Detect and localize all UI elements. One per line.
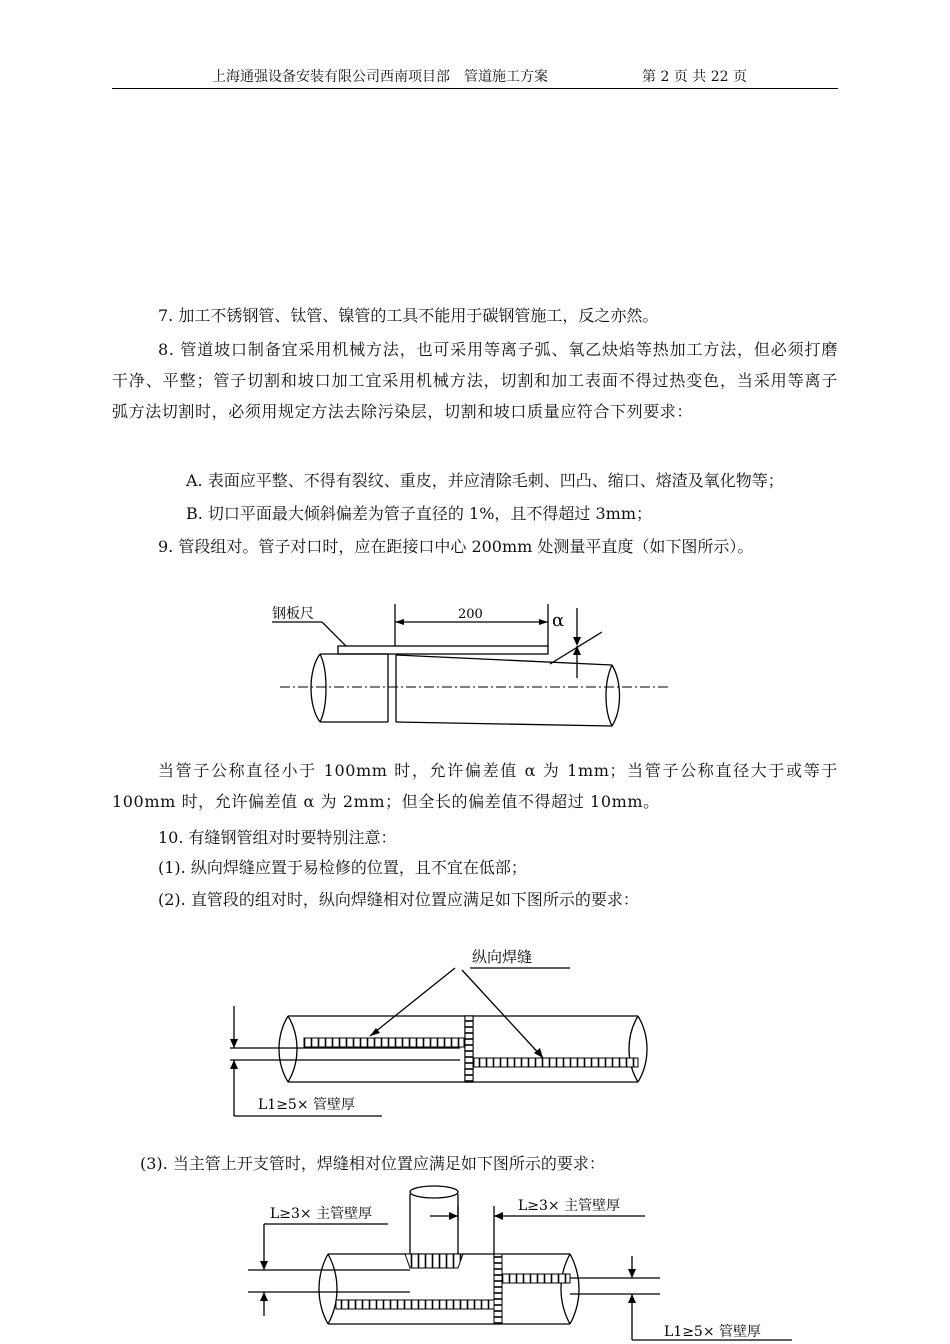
header-page-info: 第 2 页 共 22 页 — [642, 69, 747, 85]
item-10-2: (2). 直管段的组对时，纵向焊缝相对位置应满足如下图所示的要求： — [158, 890, 639, 909]
longitudinal-weld-right — [474, 1058, 638, 1067]
longitudinal-weld-left — [304, 1038, 464, 1047]
l-left-label: L≥3× 主管壁厚 — [270, 1206, 373, 1222]
l1-branch-label: L1≥5× 管壁厚 — [664, 1324, 762, 1340]
item-9: 9. 管段组对。管子对口时，应在距接口中心 200mm 处测量平直度（如下图所示）。 — [158, 537, 754, 556]
item-7: 7. 加工不锈钢管、钛管、镍管的工具不能用于碳钢管施工，反之亦然。 — [158, 306, 659, 325]
page-header — [112, 66, 838, 89]
main-weld-bottom — [336, 1300, 494, 1309]
deviation-note: 当管子公称直径小于 100mm 时，允许偏差值 α 为 1mm；当管子公称直径大于或等于 100mm 时，允许偏差值 α 为 2mm；但全长的偏差值不得超过 10mm。 — [112, 761, 838, 811]
figure-alignment-measure — [250, 592, 680, 740]
branch-fillet-weld — [405, 1254, 463, 1268]
weld-label: 纵向焊缝 — [472, 948, 533, 966]
header-company: 上海通强设备安装有限公司西南项目部 管道施工方案 — [212, 69, 548, 85]
item-8b: B. 切口平面最大倾斜偏差为管子直径的 1%，且不得超过 3mm； — [186, 504, 653, 523]
item-8a: A. 表面应平整、不得有裂纹、重皮，并应清除毛刺、凹凸、缩口、熔渣及氧化物等； — [186, 471, 784, 490]
l1-label: L1≥5× 管壁厚 — [258, 1097, 356, 1113]
item-10-3: (3). 当主管上开支管时，焊缝相对位置应满足如下图所示的要求： — [140, 1154, 605, 1173]
alpha-symbol: α — [552, 610, 565, 631]
figure-branch-pipe-welds — [240, 1182, 800, 1344]
item-8: 8. 管道坡口制备宜采用机械方法，也可采用等离子弧、氧乙炔焰等热加工方法，但必须打磨干净、平整；管子切割和坡口加工宜采用机械方法，切割和加工表面不得过热变色，当采用等离子弧方法切割时，必须用规定方法去除污染层，切割和坡口质量应符合下列要求： — [112, 340, 838, 421]
dimension-200: 200 — [458, 607, 483, 622]
item-10-1: (1). 纵向焊缝应置于易检修的位置，且不宜在低部； — [158, 858, 527, 877]
l-right-label: L≥3× 主管壁厚 — [518, 1198, 621, 1214]
ruler-label: 钢板尺 — [272, 606, 314, 622]
main-weld-right — [502, 1274, 570, 1283]
item-10: 10. 有缝钢管组对时要特别注意： — [158, 828, 397, 847]
figure-straight-pipe-welds — [210, 940, 660, 1122]
